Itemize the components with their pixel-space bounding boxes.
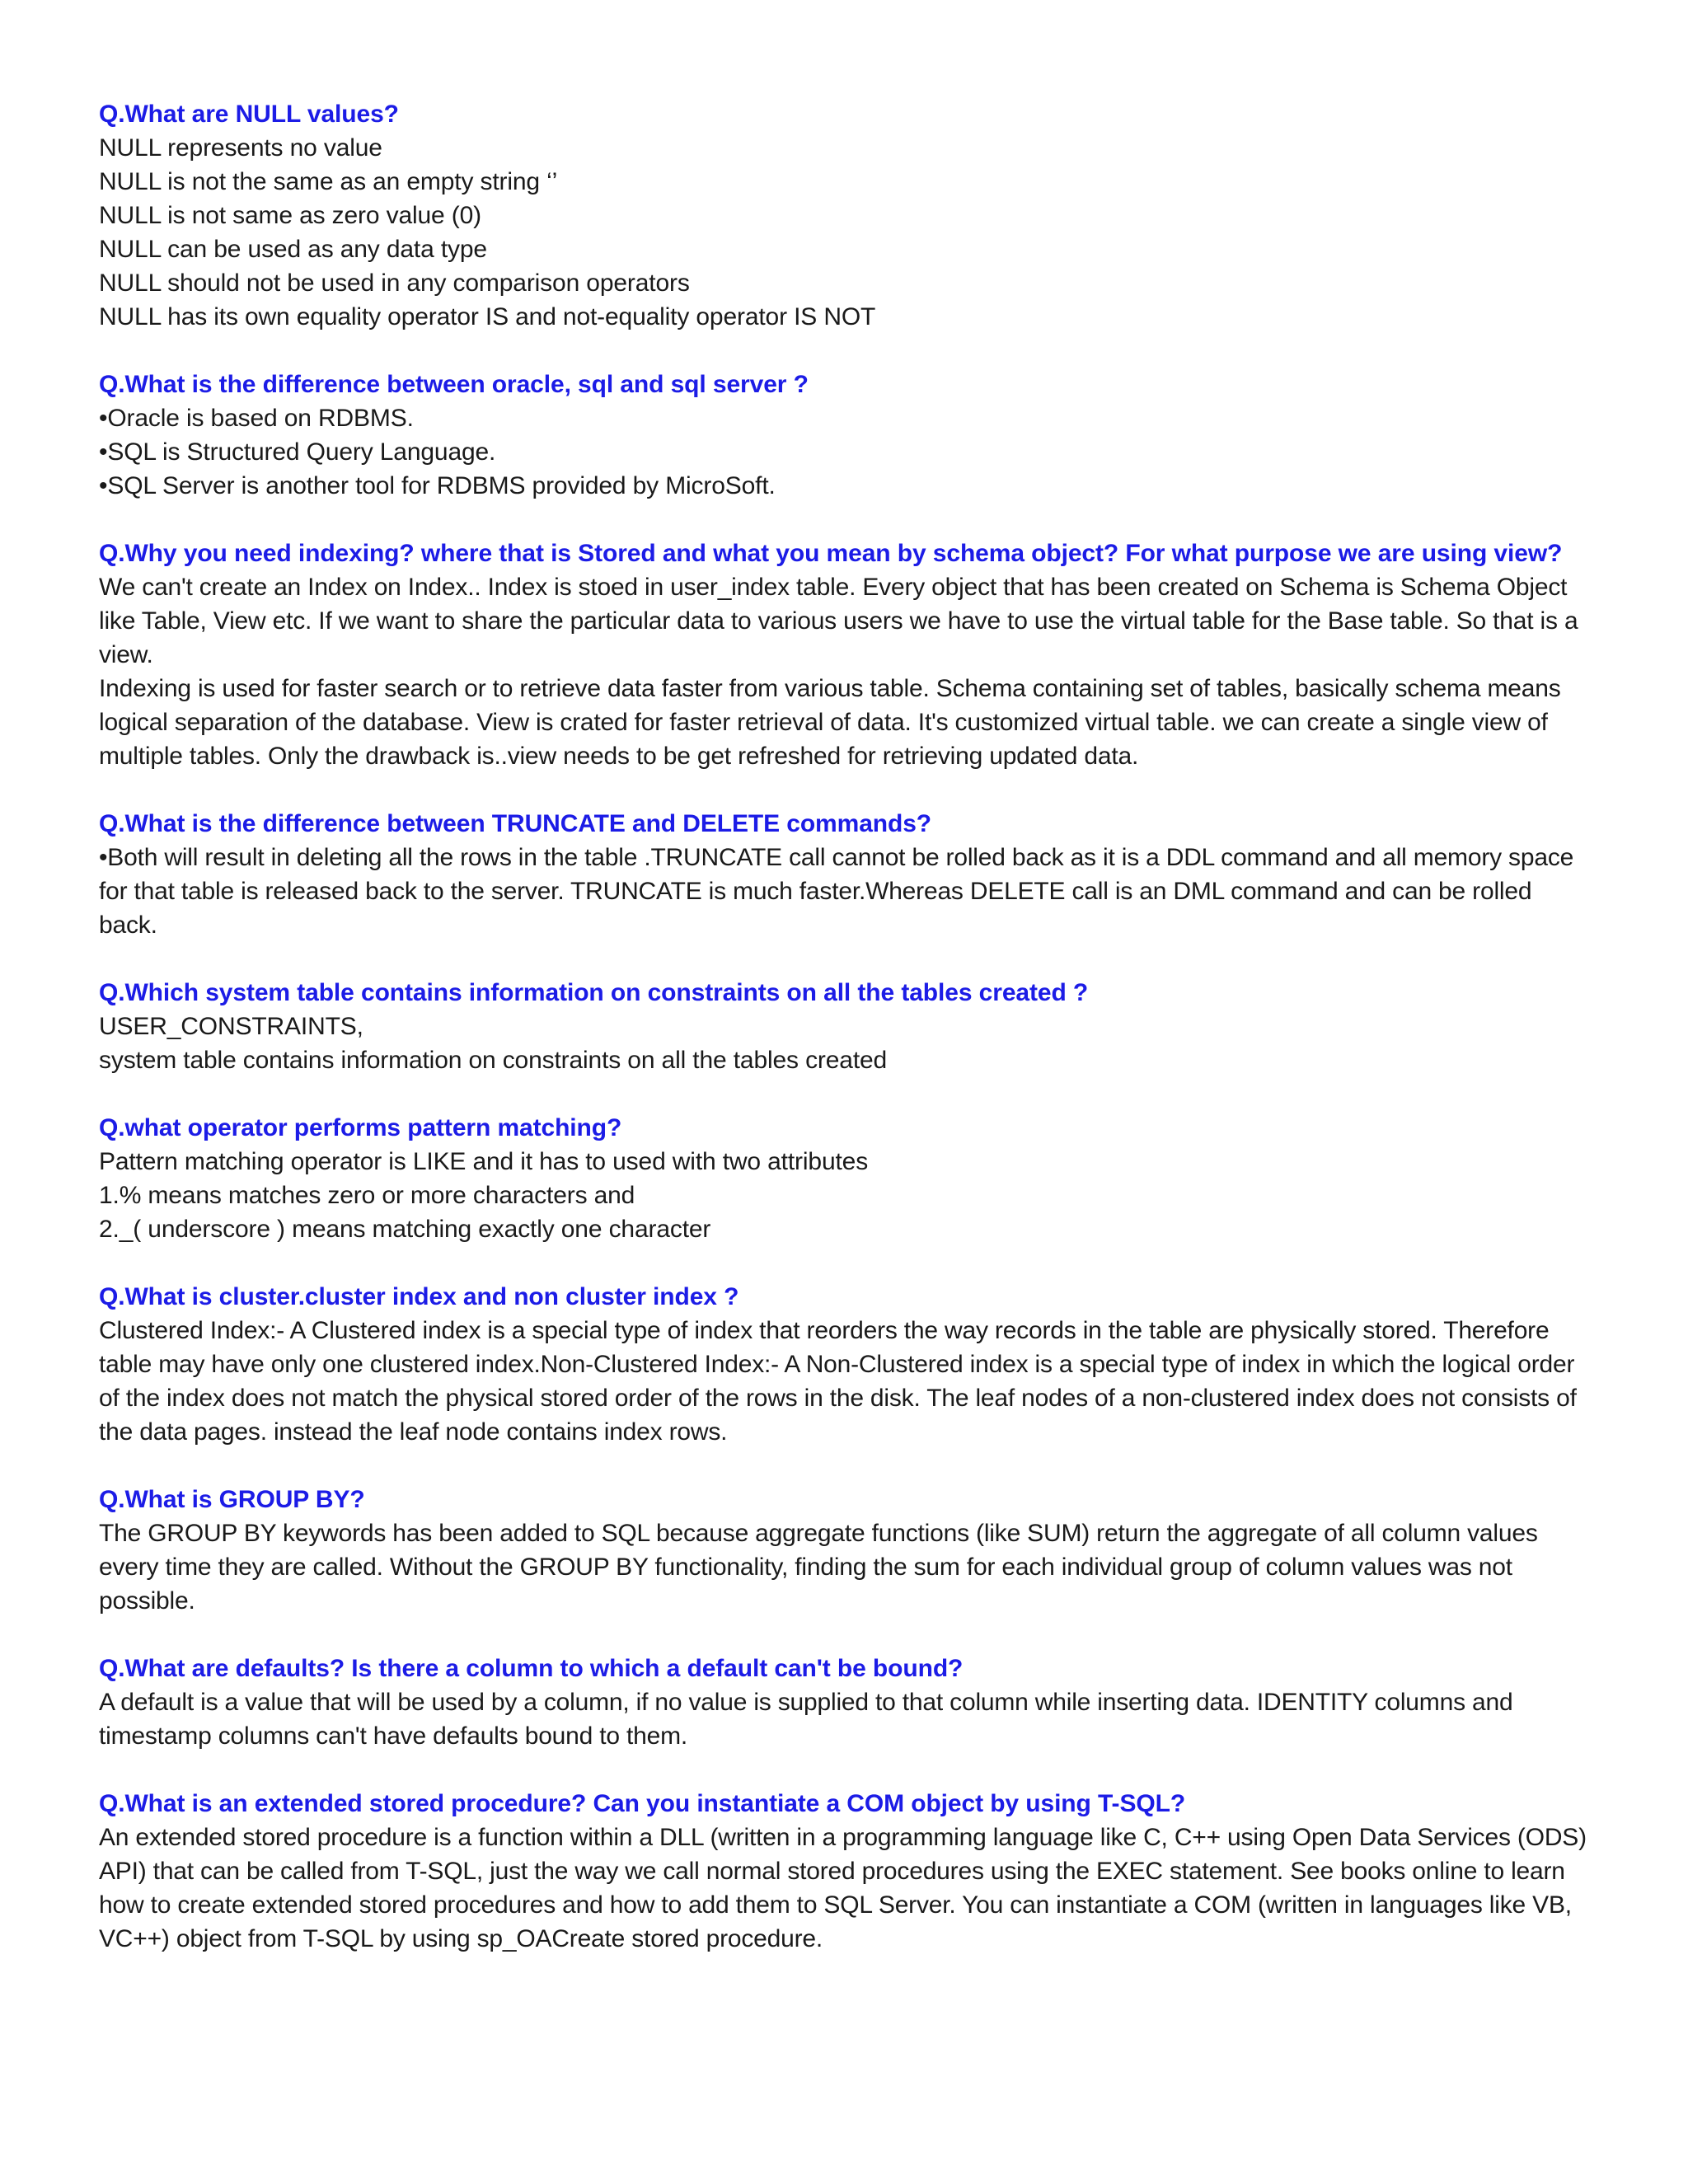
question-heading: Q.what operator performs pattern matching? <box>99 1114 622 1141</box>
answer-paragraph: Clustered Index:- A Clustered index is a special type of index that reorders the way records in the table are physically stored. Therefore table may have only one clustered index.Non-Clustered Index:- A Non-Clustered index is a special type of index in which the logical order of the index does not match the physical stored order of the rows in the disk. The leaf nodes of a non-clustered index does not consists of the data pages. instead the leaf node contains index rows. <box>99 1317 1577 1446</box>
answer-line: NULL can be used as any data type <box>99 236 487 263</box>
question-heading: Q.Which system table contains information on constraints on all the tables created ? <box>99 979 1089 1006</box>
answer-line: NULL is not the same as an empty string ‘’ <box>99 168 558 195</box>
answer-paragraph: We can't create an Index on Index.. Index is stoed in user_index table. Every object that has been created on Schema is Schema Object like Table, View etc. If we want to share the particular data to various users we have to use the virtual table for the Base table. So that is a view. <box>99 574 1578 668</box>
answer-paragraph: An extended stored procedure is a function within a DLL (written in a programming language like C, C++ using Open Data Services (ODS) API) that can be called from T-SQL, just the way we call normal stored procedures using the EXEC statement. See books online to learn how to create extended stored procedures and how to add them to SQL Server. You can instantiate a COM (written in languages like VB, VC++) object from T-SQL by using sp_OACreate stored procedure. <box>99 1824 1587 1952</box>
answer-paragraph: A default is a value that will be used by a column, if no value is supplied to that column while inserting data. IDENTITY columns and timestamp columns can't have defaults bound to them. <box>99 1689 1513 1750</box>
qa-section-extended-stored-procedure <box>99 1787 1589 1956</box>
answer-line: USER_CONSTRAINTS, <box>99 1013 363 1040</box>
answer-line: 1.% means matches zero or more characters and <box>99 1182 635 1209</box>
question-heading: Q.What is the difference between TRUNCATE and DELETE commands? <box>99 810 932 837</box>
question-heading: Q.What is the difference between oracle, sql and sql server ? <box>99 371 809 398</box>
qa-section-pattern-matching <box>99 1111 1589 1246</box>
question-heading: Q.What are defaults? Is there a column to which a default can't be bound? <box>99 1655 964 1682</box>
qa-section-cluster-index <box>99 1280 1589 1449</box>
question-heading: Q.What is cluster.cluster index and non cluster index ? <box>99 1283 739 1310</box>
question-heading: Q.Why you need indexing? where that is Stored and what you mean by schema object? For what purpose we are using view? <box>99 540 1563 567</box>
answer-paragraph: The GROUP BY keywords has been added to SQL because aggregate functions (like SUM) return the aggregate of all column values every time they are called. Without the GROUP BY functionality, finding the sum for each individual group of column values was not possible. <box>99 1520 1538 1615</box>
answer-line: Pattern matching operator is LIKE and it has to used with two attributes <box>99 1148 869 1175</box>
qa-section-constraints-table <box>99 976 1589 1077</box>
answer-paragraph: •Both will result in deleting all the rows in the table .TRUNCATE call cannot be rolled back as it is a DDL command and all memory space for that table is released back to the server. TRUNCATE is much faster.Whereas DELETE call is an DML command and can be rolled back. <box>99 844 1574 939</box>
answer-line: 2._( underscore ) means matching exactly one character <box>99 1216 711 1243</box>
answer-bullet: •SQL Server is another tool for RDBMS provided by MicroSoft. <box>99 472 776 499</box>
answer-line: NULL represents no value <box>99 134 382 162</box>
question-heading: Q.What is an extended stored procedure? Can you instantiate a COM object by using T-SQL? <box>99 1790 1186 1817</box>
qa-section-defaults <box>99 1652 1589 1753</box>
question-heading: Q.What is GROUP BY? <box>99 1486 365 1513</box>
question-heading: Q.What are NULL values? <box>99 101 399 128</box>
document-page <box>99 97 1589 1990</box>
answer-bullet: •SQL is Structured Query Language. <box>99 438 496 466</box>
answer-line: NULL is not same as zero value (0) <box>99 202 481 229</box>
answer-line: NULL should not be used in any comparison operators <box>99 269 690 297</box>
answer-bullet: •Oracle is based on RDBMS. <box>99 405 414 432</box>
qa-section-oracle-sql-server <box>99 368 1589 503</box>
qa-section-null-values <box>99 97 1589 334</box>
qa-section-group-by <box>99 1483 1589 1618</box>
answer-paragraph: Indexing is used for faster search or to retrieve data faster from various table. Schema containing set of tables, basically schema means logical separation of the database. View is crated for faster retrieval of data. It's customized virtual table. we can create a single view of multiple tables. Only the drawback is..view needs to be get refreshed for retrieving updated data. <box>99 675 1561 770</box>
qa-section-truncate-delete <box>99 807 1589 942</box>
answer-line: system table contains information on constraints on all the tables created <box>99 1047 888 1074</box>
answer-line: NULL has its own equality operator IS and not-equality operator IS NOT <box>99 303 876 330</box>
qa-section-indexing-schema-view <box>99 537 1589 773</box>
